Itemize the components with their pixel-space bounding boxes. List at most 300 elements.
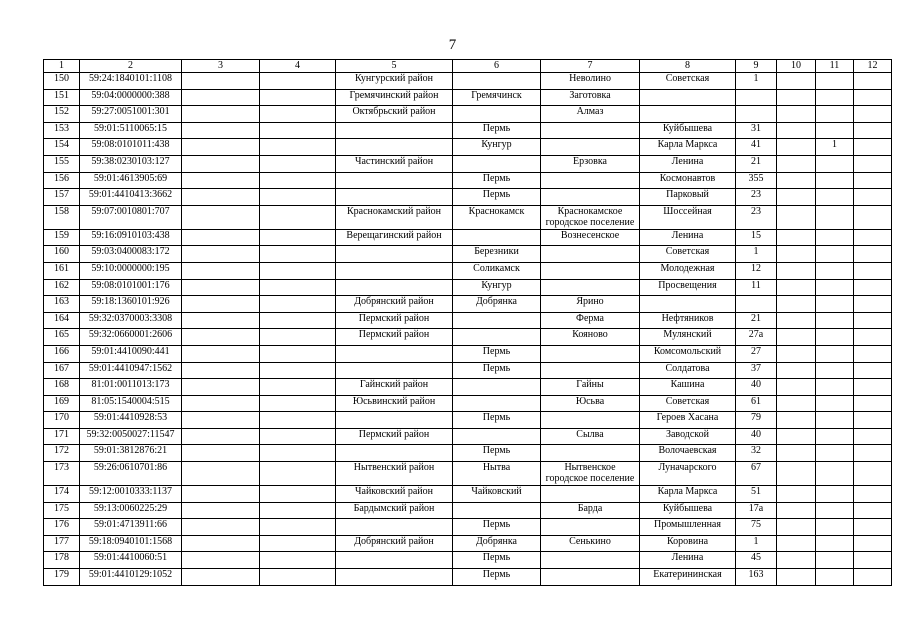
cell-city: Пермь: [453, 122, 541, 139]
cell-col-11: [816, 519, 854, 536]
cell-city: [453, 155, 541, 172]
cell-house-number: 1: [736, 73, 777, 90]
cell-row-number: 170: [44, 412, 80, 429]
cell-house-number: 23: [736, 189, 777, 206]
cell-col-11: [816, 345, 854, 362]
cell-cadastral-number: 59:13:0060225:29: [80, 502, 182, 519]
cell-col-10: [777, 189, 816, 206]
cell-row-number: 174: [44, 486, 80, 503]
cell-col-11: [816, 552, 854, 569]
cell-city: Пермь: [453, 172, 541, 189]
register-table: [43, 59, 892, 586]
cell-col-11: [816, 122, 854, 139]
cell-district: Верещагинский район: [336, 229, 453, 246]
cell-house-number: 27: [736, 345, 777, 362]
cell-col-10: [777, 462, 816, 486]
cell-row-number: 176: [44, 519, 80, 536]
cell-col-11: [816, 412, 854, 429]
cell-city: Краснокамск: [453, 205, 541, 229]
table-row: [44, 89, 892, 106]
cell-col-3: [182, 345, 260, 362]
cell-row-number: 150: [44, 73, 80, 90]
cell-settlement: Сылва: [541, 428, 640, 445]
cell-city: [453, 428, 541, 445]
cell-col-4: [260, 189, 336, 206]
cell-district: [336, 362, 453, 379]
cell-settlement: [541, 362, 640, 379]
cell-house-number: 15: [736, 229, 777, 246]
cell-col-3: [182, 229, 260, 246]
cell-col-3: [182, 445, 260, 462]
cell-col-4: [260, 462, 336, 486]
cell-settlement: Гайны: [541, 379, 640, 396]
cell-house-number: [736, 296, 777, 313]
cell-cadastral-number: 59:01:4713911:66: [80, 519, 182, 536]
cell-city: Нытва: [453, 462, 541, 486]
cell-col-4: [260, 412, 336, 429]
cell-col-4: [260, 296, 336, 313]
table-row: [44, 535, 892, 552]
cell-col-3: [182, 519, 260, 536]
column-header-11: 11: [816, 60, 854, 73]
cell-col-12: [854, 412, 892, 429]
cell-row-number: 153: [44, 122, 80, 139]
cell-col-10: [777, 155, 816, 172]
cell-row-number: 156: [44, 172, 80, 189]
cell-city: [453, 312, 541, 329]
cell-col-3: [182, 535, 260, 552]
cell-col-4: [260, 312, 336, 329]
cell-street: Заводской: [640, 428, 736, 445]
cell-house-number: 1: [736, 246, 777, 263]
cell-house-number: 40: [736, 379, 777, 396]
cell-settlement: Кояново: [541, 329, 640, 346]
cell-row-number: 154: [44, 139, 80, 156]
table-row: [44, 246, 892, 263]
cell-settlement: [541, 552, 640, 569]
column-header-2: 2: [80, 60, 182, 73]
cell-city: Пермь: [453, 552, 541, 569]
cell-district: [336, 519, 453, 536]
cell-cadastral-number: 59:08:0101001:176: [80, 279, 182, 296]
cell-col-12: [854, 155, 892, 172]
cell-street: [640, 106, 736, 123]
cell-street: Волочаевская: [640, 445, 736, 462]
cell-col-3: [182, 205, 260, 229]
cell-settlement: [541, 445, 640, 462]
cell-street: [640, 89, 736, 106]
cell-col-11: [816, 73, 854, 90]
cell-city: Добрянка: [453, 535, 541, 552]
cell-col-4: [260, 379, 336, 396]
cell-house-number: 67: [736, 462, 777, 486]
cell-district: Кунгурский район: [336, 73, 453, 90]
cell-col-3: [182, 296, 260, 313]
cell-col-10: [777, 172, 816, 189]
table-row: [44, 73, 892, 90]
cell-city: Пермь: [453, 445, 541, 462]
table-row: [44, 329, 892, 346]
cell-col-12: [854, 106, 892, 123]
cell-col-12: [854, 189, 892, 206]
cell-col-10: [777, 445, 816, 462]
cell-col-11: [816, 89, 854, 106]
cell-col-11: [816, 262, 854, 279]
cell-col-4: [260, 395, 336, 412]
cell-row-number: 166: [44, 345, 80, 362]
cell-row-number: 165: [44, 329, 80, 346]
column-header-4: 4: [260, 60, 336, 73]
cell-house-number: 61: [736, 395, 777, 412]
cell-col-4: [260, 535, 336, 552]
cell-col-4: [260, 89, 336, 106]
cell-col-11: [816, 279, 854, 296]
cell-col-12: [854, 296, 892, 313]
cell-cadastral-number: 59:32:0050027:11547: [80, 428, 182, 445]
table-row: [44, 172, 892, 189]
table-row: [44, 122, 892, 139]
cell-col-11: [816, 462, 854, 486]
cell-col-3: [182, 502, 260, 519]
cell-col-4: [260, 229, 336, 246]
cell-cadastral-number: 59:27:0051001:301: [80, 106, 182, 123]
cell-cadastral-number: 59:01:3812876:21: [80, 445, 182, 462]
cell-street: Космонавтов: [640, 172, 736, 189]
cell-col-10: [777, 246, 816, 263]
cell-col-10: [777, 379, 816, 396]
cell-house-number: 23: [736, 205, 777, 229]
cell-col-3: [182, 329, 260, 346]
cell-street: Комсомольский: [640, 345, 736, 362]
cell-street: Куйбышева: [640, 502, 736, 519]
cell-col-12: [854, 122, 892, 139]
cell-col-12: [854, 569, 892, 586]
cell-cadastral-number: 59:01:5110065:15: [80, 122, 182, 139]
cell-settlement: [541, 262, 640, 279]
cell-col-4: [260, 502, 336, 519]
cell-col-11: 1: [816, 139, 854, 156]
cell-settlement: [541, 246, 640, 263]
cell-cadastral-number: 59:01:4410947:1562: [80, 362, 182, 379]
cell-col-4: [260, 262, 336, 279]
header-row: [44, 60, 892, 73]
cell-street: Шоссейная: [640, 205, 736, 229]
cell-col-10: [777, 569, 816, 586]
cell-col-3: [182, 312, 260, 329]
cell-district: Гайнский район: [336, 379, 453, 396]
cell-street: Екатерининская: [640, 569, 736, 586]
cell-street: Ленина: [640, 155, 736, 172]
cell-settlement: [541, 486, 640, 503]
cell-row-number: 160: [44, 246, 80, 263]
cell-house-number: [736, 89, 777, 106]
column-header-12: 12: [854, 60, 892, 73]
cell-street: Героев Хасана: [640, 412, 736, 429]
table-header: [44, 60, 892, 73]
cell-city: [453, 329, 541, 346]
cell-cadastral-number: 59:01:4410928:53: [80, 412, 182, 429]
cell-house-number: 11: [736, 279, 777, 296]
cell-cadastral-number: 59:26:0610701:86: [80, 462, 182, 486]
cell-street: Солдатова: [640, 362, 736, 379]
cell-street: Советская: [640, 246, 736, 263]
cell-city: Березники: [453, 246, 541, 263]
table-row: [44, 428, 892, 445]
cell-col-11: [816, 229, 854, 246]
cell-settlement: Краснокамское городское поселение: [541, 205, 640, 229]
cell-col-12: [854, 519, 892, 536]
cell-city: Чайковский: [453, 486, 541, 503]
cell-col-12: [854, 486, 892, 503]
cell-district: [336, 262, 453, 279]
cell-city: Кунгур: [453, 279, 541, 296]
cell-cadastral-number: 59:01:4410413:3662: [80, 189, 182, 206]
cell-col-10: [777, 89, 816, 106]
cell-settlement: Юсьва: [541, 395, 640, 412]
cell-street: Луначарского: [640, 462, 736, 486]
cell-row-number: 179: [44, 569, 80, 586]
cell-col-10: [777, 535, 816, 552]
cell-cadastral-number: 59:01:4613905:69: [80, 172, 182, 189]
cell-cadastral-number: 81:05:1540004:515: [80, 395, 182, 412]
cell-cadastral-number: 59:07:0010801:707: [80, 205, 182, 229]
cell-street: Коровина: [640, 535, 736, 552]
cell-col-3: [182, 379, 260, 396]
table-row: [44, 296, 892, 313]
cell-col-11: [816, 155, 854, 172]
cell-col-4: [260, 139, 336, 156]
cell-district: Краснокамский район: [336, 205, 453, 229]
cell-col-3: [182, 246, 260, 263]
cell-cadastral-number: 59:18:1360101:926: [80, 296, 182, 313]
cell-settlement: Заготовка: [541, 89, 640, 106]
cell-col-3: [182, 262, 260, 279]
cell-district: [336, 122, 453, 139]
table-row: [44, 569, 892, 586]
cell-street: Парковый: [640, 189, 736, 206]
table-row: [44, 345, 892, 362]
cell-col-3: [182, 569, 260, 586]
cell-district: Пермский район: [336, 329, 453, 346]
page-number: 7: [448, 37, 457, 53]
cell-row-number: 177: [44, 535, 80, 552]
cell-settlement: [541, 569, 640, 586]
cell-col-4: [260, 329, 336, 346]
cell-col-12: [854, 445, 892, 462]
cell-row-number: 167: [44, 362, 80, 379]
cell-col-10: [777, 262, 816, 279]
cell-col-11: [816, 535, 854, 552]
cell-row-number: 158: [44, 205, 80, 229]
cell-col-4: [260, 519, 336, 536]
cell-col-11: [816, 428, 854, 445]
cell-col-3: [182, 89, 260, 106]
cell-col-3: [182, 122, 260, 139]
cell-col-3: [182, 139, 260, 156]
cell-street: Советская: [640, 395, 736, 412]
cell-cadastral-number: 59:10:0000000:195: [80, 262, 182, 279]
cell-house-number: 32: [736, 445, 777, 462]
cell-row-number: 172: [44, 445, 80, 462]
cell-street: Промышленная: [640, 519, 736, 536]
cell-col-4: [260, 155, 336, 172]
cell-row-number: 164: [44, 312, 80, 329]
table-row: [44, 362, 892, 379]
cell-col-10: [777, 519, 816, 536]
table-row: [44, 106, 892, 123]
cell-street: Молодежная: [640, 262, 736, 279]
cell-city: [453, 229, 541, 246]
cell-col-3: [182, 412, 260, 429]
cell-cadastral-number: 81:01:0011013:173: [80, 379, 182, 396]
cell-district: [336, 345, 453, 362]
cell-cadastral-number: 59:38:0230103:127: [80, 155, 182, 172]
cell-city: [453, 395, 541, 412]
cell-cadastral-number: 59:01:4410129:1052: [80, 569, 182, 586]
cell-settlement: Неволино: [541, 73, 640, 90]
cell-settlement: Нытвенское городское поселение: [541, 462, 640, 486]
cell-city: [453, 379, 541, 396]
cell-col-12: [854, 329, 892, 346]
cell-col-10: [777, 279, 816, 296]
cell-city: [453, 502, 541, 519]
cell-district: Пермский район: [336, 428, 453, 445]
cell-settlement: [541, 139, 640, 156]
cell-row-number: 171: [44, 428, 80, 445]
table-row: [44, 229, 892, 246]
cell-col-3: [182, 362, 260, 379]
cell-row-number: 152: [44, 106, 80, 123]
cell-district: Добрянский район: [336, 296, 453, 313]
cell-col-10: [777, 296, 816, 313]
cell-col-3: [182, 189, 260, 206]
cell-street: Карла Маркса: [640, 486, 736, 503]
table-row: [44, 205, 892, 229]
cell-district: [336, 552, 453, 569]
cell-cadastral-number: 59:18:0940101:1568: [80, 535, 182, 552]
cell-house-number: 355: [736, 172, 777, 189]
table-row: [44, 462, 892, 486]
cell-cadastral-number: 59:32:0370003:3308: [80, 312, 182, 329]
cell-city: Пермь: [453, 362, 541, 379]
cell-col-3: [182, 552, 260, 569]
cell-settlement: [541, 279, 640, 296]
cell-col-10: [777, 73, 816, 90]
cell-street: Ленина: [640, 229, 736, 246]
table-row: [44, 445, 892, 462]
cell-row-number: 168: [44, 379, 80, 396]
cell-district: Чайковский район: [336, 486, 453, 503]
cell-city: [453, 106, 541, 123]
cell-col-10: [777, 329, 816, 346]
cell-col-10: [777, 502, 816, 519]
cell-col-4: [260, 205, 336, 229]
cell-col-10: [777, 345, 816, 362]
cell-district: Бардымский район: [336, 502, 453, 519]
cell-district: [336, 445, 453, 462]
cell-district: [336, 412, 453, 429]
cell-col-12: [854, 428, 892, 445]
cell-cadastral-number: 59:01:4410090:441: [80, 345, 182, 362]
cell-settlement: Ерзовка: [541, 155, 640, 172]
cell-col-12: [854, 229, 892, 246]
table-row: [44, 395, 892, 412]
cell-col-12: [854, 535, 892, 552]
cell-col-11: [816, 312, 854, 329]
cell-col-10: [777, 205, 816, 229]
cell-settlement: Алмаз: [541, 106, 640, 123]
cell-col-3: [182, 172, 260, 189]
cell-col-12: [854, 246, 892, 263]
cell-col-11: [816, 106, 854, 123]
table-row: [44, 379, 892, 396]
table-row: [44, 552, 892, 569]
cell-house-number: 40: [736, 428, 777, 445]
cell-col-4: [260, 73, 336, 90]
cell-col-4: [260, 106, 336, 123]
cell-row-number: 163: [44, 296, 80, 313]
cell-col-12: [854, 345, 892, 362]
cell-col-12: [854, 73, 892, 90]
cell-col-10: [777, 428, 816, 445]
cell-col-11: [816, 329, 854, 346]
cell-row-number: 157: [44, 189, 80, 206]
cell-col-10: [777, 412, 816, 429]
cell-col-11: [816, 296, 854, 313]
table-row: [44, 519, 892, 536]
cell-col-4: [260, 445, 336, 462]
cell-settlement: Ярино: [541, 296, 640, 313]
cell-city: Добрянка: [453, 296, 541, 313]
cell-district: Пермский район: [336, 312, 453, 329]
cell-col-3: [182, 486, 260, 503]
cell-house-number: 27а: [736, 329, 777, 346]
table-body: [44, 73, 892, 586]
cell-col-4: [260, 428, 336, 445]
cell-settlement: Вознесенское: [541, 229, 640, 246]
cell-district: [336, 246, 453, 263]
column-header-9: 9: [736, 60, 777, 73]
cell-col-4: [260, 552, 336, 569]
cell-city: Пермь: [453, 519, 541, 536]
cell-cadastral-number: 59:03:0400083:172: [80, 246, 182, 263]
cell-street: Куйбышева: [640, 122, 736, 139]
cell-district: Гремячинский район: [336, 89, 453, 106]
column-header-1: 1: [44, 60, 80, 73]
cell-cadastral-number: 59:32:0660001:2606: [80, 329, 182, 346]
cell-street: Советская: [640, 73, 736, 90]
cell-row-number: 169: [44, 395, 80, 412]
cell-settlement: Барда: [541, 502, 640, 519]
table-row: [44, 155, 892, 172]
cell-col-4: [260, 172, 336, 189]
column-header-10: 10: [777, 60, 816, 73]
cell-col-3: [182, 428, 260, 445]
cell-col-12: [854, 139, 892, 156]
cell-col-12: [854, 379, 892, 396]
cell-city: Кунгур: [453, 139, 541, 156]
cell-col-11: [816, 379, 854, 396]
cell-col-12: [854, 279, 892, 296]
cell-row-number: 155: [44, 155, 80, 172]
cell-cadastral-number: 59:01:4410060:51: [80, 552, 182, 569]
cell-settlement: [541, 172, 640, 189]
table-row: [44, 412, 892, 429]
cell-row-number: 173: [44, 462, 80, 486]
cell-col-3: [182, 462, 260, 486]
cell-city: Пермь: [453, 189, 541, 206]
cell-row-number: 162: [44, 279, 80, 296]
